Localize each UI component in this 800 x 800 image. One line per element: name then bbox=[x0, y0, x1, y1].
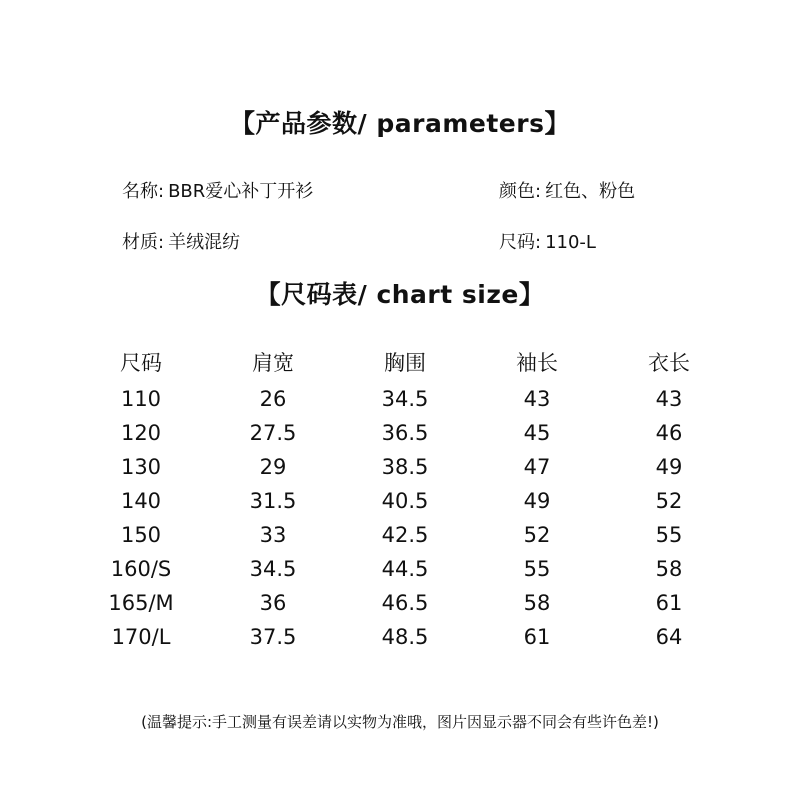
table-cell: 55 bbox=[655, 523, 683, 547]
table-cell: 44.5 bbox=[381, 557, 429, 581]
table-cell: 49 bbox=[523, 489, 551, 513]
table-row bbox=[75, 518, 735, 552]
table-cell: 27.5 bbox=[249, 421, 297, 445]
parameters-heading: 【产品参数/ parameters】 bbox=[230, 109, 570, 138]
product-color-value: 红色、粉色 bbox=[545, 181, 636, 202]
table-cell: 34.5 bbox=[381, 387, 429, 411]
table-cell: 49 bbox=[655, 455, 683, 479]
table-cell: 37.5 bbox=[249, 625, 297, 649]
product-name-value: BBR爱心补丁开衫 bbox=[168, 181, 314, 202]
table-cell: 26 bbox=[259, 387, 287, 411]
table-cell: 31.5 bbox=[249, 489, 297, 513]
table-cell: 61 bbox=[523, 625, 551, 649]
table-cell: 61 bbox=[655, 591, 683, 615]
table-cell: 52 bbox=[655, 489, 683, 513]
table-cell: 170/L bbox=[111, 625, 171, 649]
table-cell: 64 bbox=[655, 625, 683, 649]
table-cell: 47 bbox=[523, 455, 551, 479]
table-cell: 45 bbox=[523, 421, 551, 445]
table-cell: 46 bbox=[655, 421, 683, 445]
table-cell: 160/S bbox=[110, 557, 172, 581]
table-cell: 40.5 bbox=[381, 489, 429, 513]
column-header: 袖长 bbox=[516, 351, 558, 375]
table-cell: 42.5 bbox=[381, 523, 429, 547]
product-size-value: 110-L bbox=[545, 232, 596, 253]
table-cell: 110 bbox=[120, 387, 162, 411]
product-color-label: 颜色: bbox=[499, 181, 542, 202]
table-cell: 58 bbox=[655, 557, 683, 581]
table-cell: 140 bbox=[120, 489, 162, 513]
table-cell: 58 bbox=[523, 591, 551, 615]
table-row bbox=[75, 552, 735, 586]
table-cell: 55 bbox=[523, 557, 551, 581]
table-cell: 34.5 bbox=[249, 557, 297, 581]
product-name-label: 名称: bbox=[122, 181, 165, 202]
product-material-label: 材质: bbox=[122, 232, 165, 253]
table-cell: 150 bbox=[120, 523, 162, 547]
table-cell: 120 bbox=[120, 421, 162, 445]
size-chart-table bbox=[75, 342, 735, 654]
column-header: 肩宽 bbox=[252, 351, 294, 375]
product-material-value: 羊绒混纺 bbox=[168, 232, 241, 253]
table-cell: 36.5 bbox=[381, 421, 429, 445]
size-chart-header-row bbox=[75, 342, 735, 382]
column-header: 衣长 bbox=[648, 351, 690, 375]
product-size-row bbox=[499, 228, 596, 254]
table-cell: 43 bbox=[523, 387, 551, 411]
column-header: 胸围 bbox=[384, 351, 426, 375]
table-cell: 33 bbox=[259, 523, 287, 547]
table-cell: 52 bbox=[523, 523, 551, 547]
table-row bbox=[75, 586, 735, 620]
table-row bbox=[75, 416, 735, 450]
table-cell: 46.5 bbox=[381, 591, 429, 615]
measurement-disclaimer: (温馨提示:手工测量有误差请以实物为准哦，图片因显示器不同会有些许色差!) bbox=[141, 713, 659, 731]
column-header: 尺码 bbox=[120, 351, 162, 375]
product-name-row bbox=[122, 177, 313, 203]
table-row bbox=[75, 620, 735, 654]
table-cell: 43 bbox=[655, 387, 683, 411]
table-row bbox=[75, 382, 735, 416]
product-size-label: 尺码: bbox=[499, 232, 542, 253]
table-cell: 130 bbox=[120, 455, 162, 479]
table-cell: 29 bbox=[259, 455, 287, 479]
table-row bbox=[75, 484, 735, 518]
table-cell: 48.5 bbox=[381, 625, 429, 649]
product-material-row bbox=[122, 228, 240, 254]
table-cell: 165/M bbox=[108, 591, 174, 615]
table-cell: 38.5 bbox=[381, 455, 429, 479]
table-row bbox=[75, 450, 735, 484]
product-color-row bbox=[499, 177, 635, 203]
table-cell: 36 bbox=[259, 591, 287, 615]
size-chart-heading: 【尺码表/ chart size】 bbox=[255, 280, 545, 309]
